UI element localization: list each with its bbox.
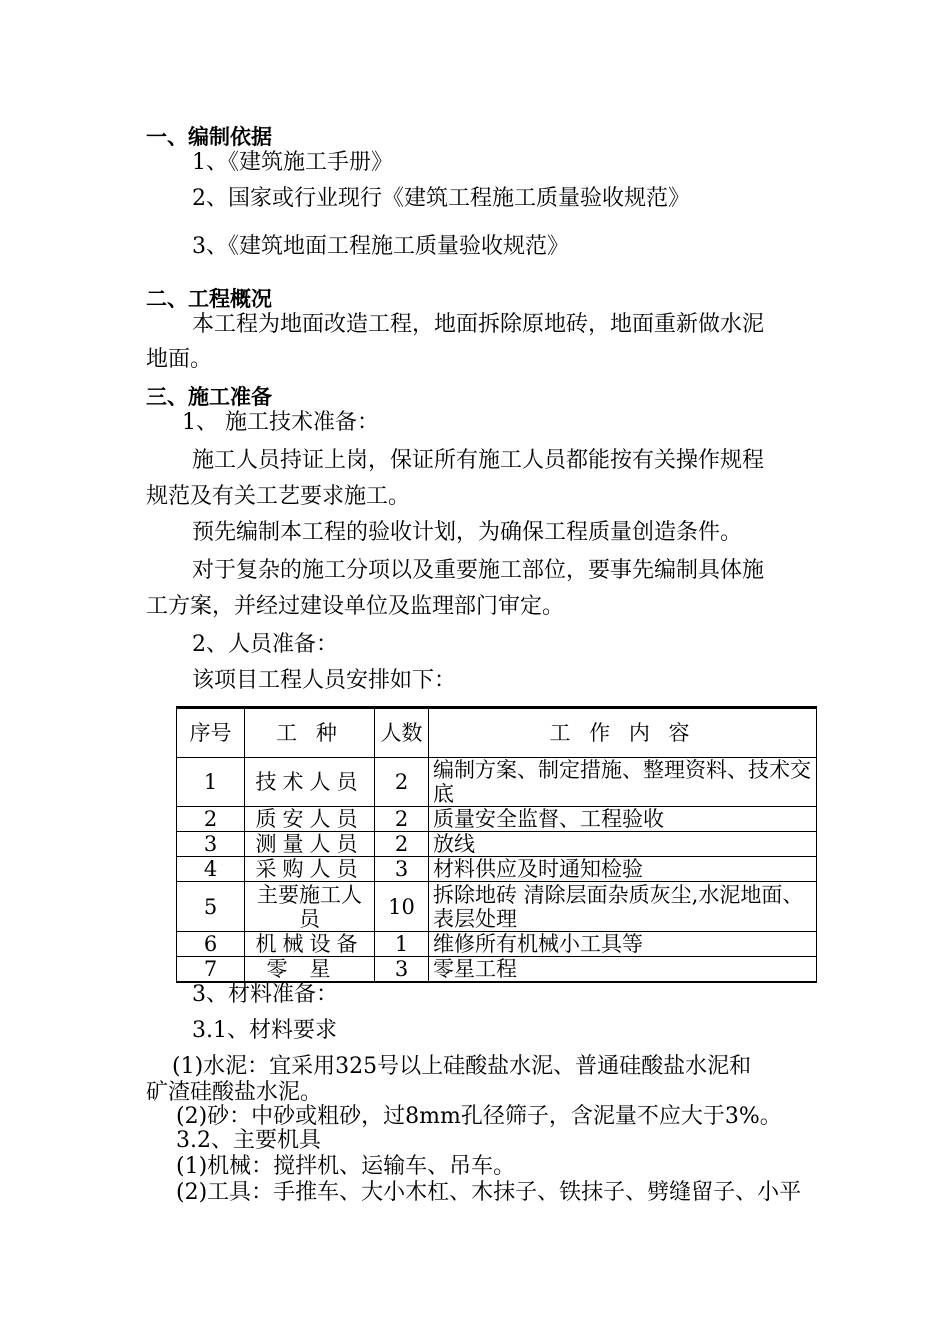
staff-prep-heading: 2、人员准备： xyxy=(192,632,338,657)
row-type: 主要施工人员 xyxy=(245,882,375,932)
table-row xyxy=(177,807,817,832)
header-content: 工 作 内 容 xyxy=(429,708,817,758)
row-type: 技术人员 xyxy=(245,758,375,807)
tools-line: (2)工具：手推车、大小木杠、木抹子、铁抹子、劈缝留子、小平 xyxy=(176,1180,802,1205)
staff-table-header xyxy=(177,708,817,758)
row-count: 2 xyxy=(375,807,429,832)
row-no: 7 xyxy=(177,957,245,983)
section-3-title: 三、施工准备 xyxy=(146,385,272,409)
table-row xyxy=(177,932,817,957)
row-count: 1 xyxy=(375,932,429,957)
tech-prep-paragraph-2: 预先编制本工程的验收计划，为确保工程质量创造条件。 xyxy=(192,520,743,545)
reference-item-3: 3、《建筑地面工程施工质量验收规范》 xyxy=(192,234,569,259)
overview-paragraph-line-2: 地面。 xyxy=(146,347,213,372)
row-count: 10 xyxy=(375,882,429,932)
material-requirements-heading: 3.1、材料要求 xyxy=(192,1018,337,1043)
overview-paragraph-line-1: 本工程为地面改造工程，地面拆除原地砖，地面重新做水泥 xyxy=(192,312,765,337)
table-row xyxy=(177,758,817,807)
row-content: 质量安全监督、工程验收 xyxy=(429,807,817,832)
row-content: 维修所有机械小工具等 xyxy=(429,932,817,957)
table-row xyxy=(177,832,817,857)
row-content: 零星工程 xyxy=(429,957,817,983)
row-no: 2 xyxy=(177,807,245,832)
row-content: 材料供应及时通知检验 xyxy=(429,857,817,882)
staff-intro: 该项目工程人员安排如下： xyxy=(192,668,457,693)
row-content: 拆除地砖 清除层面杂质灰尘,水泥地面、表层处理 xyxy=(429,882,817,932)
tech-prep-paragraph-3-line-1: 对于复杂的施工分项以及重要施工部位，要事先编制具体施 xyxy=(192,558,765,583)
reference-item-1: 1、《建筑施工手册》 xyxy=(192,150,393,175)
row-no: 6 xyxy=(177,932,245,957)
section-2-title: 二、工程概况 xyxy=(146,287,272,311)
header-count: 人数 xyxy=(375,708,429,758)
row-no: 3 xyxy=(177,832,245,857)
row-type: 采购人员 xyxy=(245,857,375,882)
row-no: 1 xyxy=(177,758,245,807)
row-type: 质安人员 xyxy=(245,807,375,832)
machines-line: (1)机械：搅拌机、运输车、吊车。 xyxy=(176,1154,516,1179)
row-type: 测量人员 xyxy=(245,832,375,857)
tools-heading: 3.2、主要机具 xyxy=(176,1128,321,1153)
tech-prep-heading: 1、 施工技术准备： xyxy=(182,410,379,435)
cement-line-2: 矿渣硅酸盐水泥。 xyxy=(146,1080,323,1105)
header-no: 序号 xyxy=(177,708,245,758)
tech-prep-paragraph-1-line-1: 施工人员持证上岗，保证所有施工人员都能按有关操作规程 xyxy=(192,448,765,473)
row-type: 零星 xyxy=(245,957,375,983)
material-prep-heading: 3、材料准备： xyxy=(192,982,338,1007)
row-no: 4 xyxy=(177,857,245,882)
table-row xyxy=(177,857,817,882)
staff-table xyxy=(176,706,817,983)
section-1-title: 一、编制依据 xyxy=(146,125,272,149)
table-row xyxy=(177,882,817,932)
sand-line: (2)砂：中砂或粗砂，过8mm孔径筛子，含泥量不应大于3%。 xyxy=(176,1104,782,1129)
row-content: 编制方案、制定措施、整理资料、技术交底 xyxy=(429,758,817,807)
cement-line-1: (1)水泥：宜采用325号以上硅酸盐水泥、普通硅酸盐水泥和 xyxy=(172,1054,752,1079)
tech-prep-paragraph-3-line-2: 工方案，并经过建设单位及监理部门审定。 xyxy=(146,594,565,619)
row-count: 2 xyxy=(375,758,429,807)
row-count: 3 xyxy=(375,957,429,983)
row-type: 机械设备 xyxy=(245,932,375,957)
row-no: 5 xyxy=(177,882,245,932)
row-count: 2 xyxy=(375,832,429,857)
header-type: 工 种 xyxy=(245,708,375,758)
row-content: 放线 xyxy=(429,832,817,857)
row-count: 3 xyxy=(375,857,429,882)
reference-item-2: 2、国家或行业现行《建筑工程施工质量验收规范》 xyxy=(192,186,690,211)
table-row xyxy=(177,957,817,983)
tech-prep-paragraph-1-line-2: 规范及有关工艺要求施工。 xyxy=(146,484,411,509)
